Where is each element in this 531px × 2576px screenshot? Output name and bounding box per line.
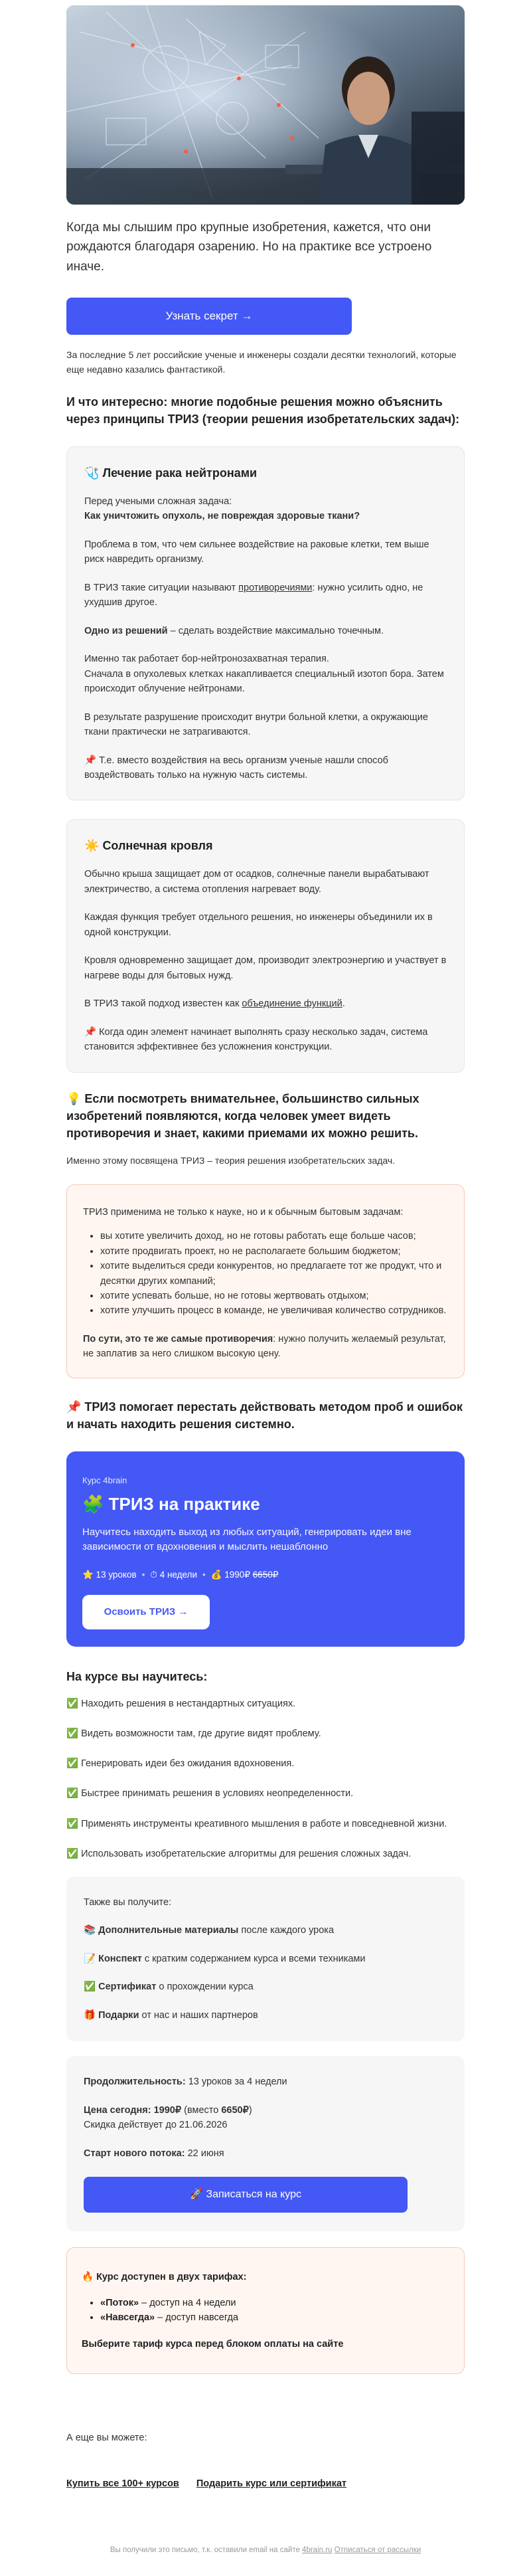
- contradictions-term: противоречиями: [238, 582, 313, 593]
- more-text: А еще вы можете:: [66, 2432, 147, 2443]
- buy-all-courses-link[interactable]: Купить все 100+ курсов: [66, 2478, 179, 2490]
- case-takeaway: 📌 Когда один элемент начинает выполнять сразу несколько задач, система становится эффективнее без усложнения конструкции.: [84, 1026, 428, 1053]
- list-item: ✅ Генерировать идеи без ожидания вдохновения.: [66, 1758, 295, 1770]
- case-paragraph: Обычно крыша защищает дом от осадков, солнечные панели вырабатывают электричество, а система отопления нагревает воду.: [84, 869, 429, 895]
- case-title: [84, 464, 447, 482]
- case-paragraph: В ТРИЗ такие ситуации называют противоречиями: нужно усилить одно, не ухудшив другое.: [84, 582, 423, 608]
- case-takeaway: 📌 Т.е. вместо воздействия на весь организм ученые нашли способ воздействовать только на нужную часть системы.: [84, 755, 388, 781]
- list-item: • хотите выделиться среди конкурентов, но предлагаете тот же продукт, что и десятки других компаний;: [100, 1259, 448, 1289]
- lessons-count: ⭐ 13 уроков: [82, 1569, 137, 1580]
- list-item: • хотите улучшить процесс в команде, не увеличивая количество сотрудников.: [100, 1303, 448, 1318]
- list-item: • вы хотите увеличить доход, но не готовы работать еще больше часов;: [100, 1229, 448, 1243]
- everyday-intro: ТРИЗ применима не только к науке, но и к обычным бытовым задачам:: [83, 1206, 404, 1218]
- tariffs-list: [100, 2296, 449, 2326]
- everyday-list: [100, 1229, 448, 1319]
- case-neutron-therapy: [66, 446, 465, 801]
- list-item: ✅ Находить решения в нестандартных ситуациях.: [66, 1698, 296, 1709]
- bonuses-intro: Также вы получите:: [84, 1896, 172, 1908]
- list-item: • хотите продвигать проект, но не располагаете большим бюджетом;: [100, 1244, 448, 1259]
- case-paragraph: Именно так работает бор-нейтронозахватная терапия. Сначала в опухолевых клетках накапливается специальный изотоп бора. Затем происходит облучение нейтронами.: [84, 654, 444, 695]
- gift-course-link[interactable]: Подарить курс или сертификат: [196, 2478, 347, 2490]
- learn-heading: На курсе вы научитесь:: [66, 1669, 208, 1683]
- course-title: 🧩 ТРИЗ на практике: [82, 1493, 260, 1514]
- list-item: ✅ Видеть возможности там, где другие видят проблему.: [66, 1728, 321, 1739]
- stethoscope-icon: 🩺: [84, 466, 100, 480]
- case-task: Перед учеными сложная задача: Как уничтожить опухоль, не повреждая здоровые ткани?: [84, 496, 360, 522]
- gift-icon: 🎁: [84, 2009, 96, 2021]
- course-start-line: Старт нового потока: 22 июня: [84, 2148, 224, 2159]
- list-item: • «Поток» – доступ на 4 недели: [100, 2296, 449, 2310]
- course-kicker: Курс 4brain: [82, 1475, 127, 1486]
- bonuses-card: [66, 1877, 465, 2041]
- bonus-item: 📚 Дополнительные материалы после каждого урока: [84, 1925, 335, 1936]
- bonus-item: ✅ Сертификат о прохождении курса: [84, 1981, 254, 1993]
- insight-sub: Именно этому посвящена ТРИЗ – теория решения изобретательских задач.: [66, 1154, 396, 1166]
- list-item: ✅ Быстрее принимать решения в условиях неопределенности.: [66, 1788, 354, 1799]
- case-title: [84, 837, 447, 855]
- sun-icon: ☀️: [84, 839, 100, 853]
- more-links: [66, 2477, 465, 2492]
- books-icon: 📚: [84, 1925, 96, 1936]
- everyday-summary: По сути, это те же самые противоречия: нужно получить желаемый результат, не заплатив за него слишком высокую цену.: [83, 1333, 446, 1360]
- enroll-button[interactable]: 🚀 Записаться на курс: [84, 2177, 408, 2213]
- case-title-text: Солнечная кровля: [102, 839, 213, 853]
- list-item: ✅ Использовать изобретательские алгоритмы для решения сложных задач.: [66, 1848, 412, 1859]
- course-price: 💰 1990₽ 6650₽: [210, 1569, 279, 1580]
- master-triz-button[interactable]: Освоить ТРИЗ →: [82, 1595, 210, 1629]
- discover-secret-button[interactable]: Узнать секрет →: [66, 298, 352, 335]
- memo-icon: 📝: [84, 1953, 96, 1964]
- discount-deadline: Скидка действует до 21.06.2026: [84, 2120, 228, 2131]
- intro-paragraph: За последние 5 лет российские ученые и инженеры создали десятки технологий, которые еще недавно казались фантастикой.: [66, 349, 457, 375]
- case-paragraph: Кровля одновременно защищает дом, производит электроэнергию и участвует в нагреве воды для бытовых нужд.: [84, 955, 447, 981]
- list-item: ✅ Применять инструменты креативного мышления в работе и повседневной жизни.: [66, 1818, 447, 1829]
- list-item: • хотите успевать больше, но не готовы жертвовать отдыхом;: [100, 1289, 448, 1303]
- course-price-line: Цена сегодня: 1990₽ (вместо 6650₽) Скидка действует до 21.06.2026: [84, 2104, 252, 2131]
- course-duration-line: Продолжительность: 13 уроков за 4 недели: [84, 2076, 287, 2088]
- course-banner: [66, 1451, 465, 1647]
- intro-question: И что интересно: многие подобные решения можно объяснить через принципы ТРИЗ (теории решения изобретательских задач):: [66, 395, 460, 426]
- tariffs-title: 🔥 Курс доступен в двух тарифах:: [82, 2272, 247, 2283]
- case-paragraph: Каждая функция требует отдельного решения, но инженеры объединили их в одной конструкции.: [84, 912, 433, 938]
- unsubscribe-link[interactable]: Отписаться от рассылки: [334, 2546, 421, 2555]
- tariffs-footer: Выберите тариф курса перед блоком оплаты на сайте: [82, 2338, 344, 2349]
- bonus-item: 🎁 Подарки от нас и наших партнеров: [84, 2009, 258, 2021]
- course-meta: ⭐ 13 уроков • ⏱ 4 недели • 💰 1990₽ 6650₽: [82, 1568, 449, 1582]
- learn-list: [66, 1697, 465, 1862]
- intro-lead: Когда мы слышим про крупные изобретения, кажется, что они рождаются благодаря озарению. Но на практике все устроено иначе.: [66, 221, 432, 274]
- course-details-card: [66, 2056, 465, 2231]
- case-solar-roof: [66, 819, 465, 1072]
- hero-image: [66, 5, 465, 205]
- list-item: • «Навсегда» – доступ навсегда: [100, 2310, 449, 2325]
- check-icon: ✅: [84, 1981, 96, 1993]
- function-merge-term: объединение функций: [242, 998, 342, 1010]
- insight-heading: 💡 Если посмотреть внимательнее, большинство сильных изобретений появляются, когда человек умеет видеть противоречия и знает, какими приемами их можно решить.: [66, 1091, 419, 1140]
- tariffs-card: [66, 2247, 465, 2373]
- old-price: 6650₽: [252, 1569, 279, 1580]
- course-duration: ⏱ 4 недели: [150, 1569, 197, 1580]
- bonus-item: 📝 Конспект с кратким содержанием курса и всеми техниками: [84, 1953, 366, 1964]
- case-paragraph: В ТРИЗ такой подход известен как объединение функций.: [84, 998, 345, 1010]
- case-paragraph: Одно из решений – сделать воздействие максимально точечным.: [84, 625, 384, 636]
- site-link[interactable]: 4brain.ru: [302, 2546, 333, 2555]
- case-title-text: Лечение рака нейтронами: [102, 466, 258, 480]
- pin-heading: 📌 ТРИЗ помогает перестать действовать методом проб и ошибок и начать находить решения системно.: [66, 1400, 463, 1431]
- course-description: Научитесь находить выход из любых ситуаций, генерировать идеи вне зависимости от вдохновения и мыслить нешаблонно: [82, 1526, 412, 1553]
- case-paragraph: В результате разрушение происходит внутри больной клетки, а окружающие ткани практически не затрагиваются.: [84, 711, 428, 738]
- everyday-problems-card: [66, 1184, 465, 1378]
- footer: Вы получили это письмо, т.к. оставили email на сайте 4brain.ru Отписаться от рассылки: [110, 2546, 421, 2555]
- case-paragraph: Проблема в том, что чем сильнее воздействие на раковые клетки, тем выше риск навредить организму.: [84, 539, 429, 565]
